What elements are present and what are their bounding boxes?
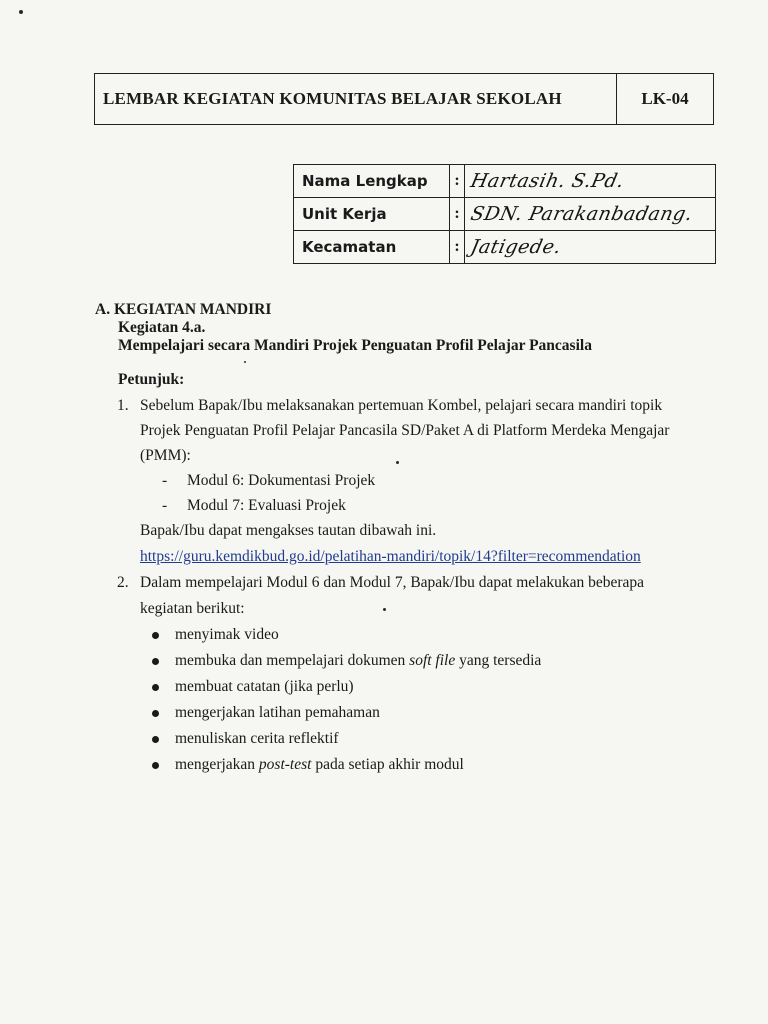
item1-line2: Projek Penguatan Profil Pelajar Pancasila SD/Paket A di Platform Merdeka Mengajar bbox=[140, 422, 670, 439]
identity-table bbox=[293, 164, 716, 264]
bullet-icon bbox=[152, 762, 159, 769]
bullet-icon bbox=[152, 736, 159, 743]
item1-line1: Sebelum Bapak/Ibu melaksanakan pertemuan Kombel, pelajari secara mandiri topik bbox=[140, 397, 663, 414]
header-title: LEMBAR KEGIATAN KOMUNITAS BELAJAR SEKOLAH bbox=[103, 89, 562, 108]
identity-value-cell bbox=[465, 165, 716, 198]
header-box bbox=[94, 73, 714, 125]
bullet-item: mengerjakan post-test pada setiap akhir modul bbox=[175, 756, 464, 773]
scan-speck bbox=[383, 608, 386, 611]
module-dash: - bbox=[162, 497, 168, 514]
scan-speck bbox=[19, 10, 23, 14]
identity-colon: : bbox=[450, 198, 465, 231]
handwritten-unit: SDN. Parakanbadang. bbox=[468, 203, 695, 225]
pmm-link[interactable]: https://guru.kemdikbud.go.id/pelatihan-mandiri/topik/14?filter=recommendation bbox=[140, 548, 641, 565]
identity-value-cell bbox=[465, 231, 716, 264]
bullet-item: menuliskan cerita reflektif bbox=[175, 730, 339, 747]
identity-label: Unit Kerja bbox=[294, 198, 450, 231]
item-number: 1. bbox=[117, 397, 129, 414]
item1-line3: (PMM): bbox=[140, 447, 191, 464]
module-dash: - bbox=[162, 472, 168, 489]
identity-row-nama bbox=[294, 165, 716, 198]
identity-colon: : bbox=[450, 231, 465, 264]
bullet-item: membuat catatan (jika perlu) bbox=[175, 678, 354, 695]
handwritten-name: Hartasih. S.Pd. bbox=[468, 170, 627, 192]
header-code: LK-04 bbox=[616, 74, 713, 124]
scan-speck bbox=[244, 361, 246, 363]
handwritten-kecamatan: Jatigede. bbox=[468, 236, 564, 258]
access-text: Bapak/Ibu dapat mengakses tautan dibawah ini. bbox=[140, 522, 437, 539]
bullet-item: mengerjakan latihan pemahaman bbox=[175, 704, 380, 721]
identity-label: Nama Lengkap bbox=[294, 165, 450, 198]
module-6-text: Modul 6: Dokumentasi Projek bbox=[187, 472, 376, 489]
identity-label: Kecamatan bbox=[294, 231, 450, 264]
bullet-item: menyimak video bbox=[175, 626, 279, 643]
module-7-text: Modul 7: Evaluasi Projek bbox=[187, 497, 346, 514]
identity-row-kecamatan bbox=[294, 231, 716, 264]
identity-value-cell bbox=[465, 198, 716, 231]
activity-subtitle: Mempelajari secara Mandiri Projek Penguatan Profil Pelajar Pancasila bbox=[118, 337, 592, 354]
section-heading: A. KEGIATAN MANDIRI bbox=[95, 301, 272, 318]
bullet-icon bbox=[152, 710, 159, 717]
identity-row-unit bbox=[294, 198, 716, 231]
bullet-icon bbox=[152, 658, 159, 665]
scan-speck bbox=[396, 461, 399, 464]
item2-line2: kegiatan berikut: bbox=[140, 600, 245, 617]
item2-line1: Dalam mempelajari Modul 6 dan Modul 7, Bapak/Ibu dapat melakukan beberapa bbox=[140, 574, 645, 591]
petunjuk-label: Petunjuk: bbox=[118, 371, 185, 388]
activity-label: Kegiatan 4.a. bbox=[118, 319, 206, 336]
bullet-icon bbox=[152, 632, 159, 639]
bullet-icon bbox=[152, 684, 159, 691]
bullet-item: membuka dan mempelajari dokumen soft file yang tersedia bbox=[175, 652, 542, 669]
identity-colon: : bbox=[450, 165, 465, 198]
item-number: 2. bbox=[117, 574, 129, 591]
